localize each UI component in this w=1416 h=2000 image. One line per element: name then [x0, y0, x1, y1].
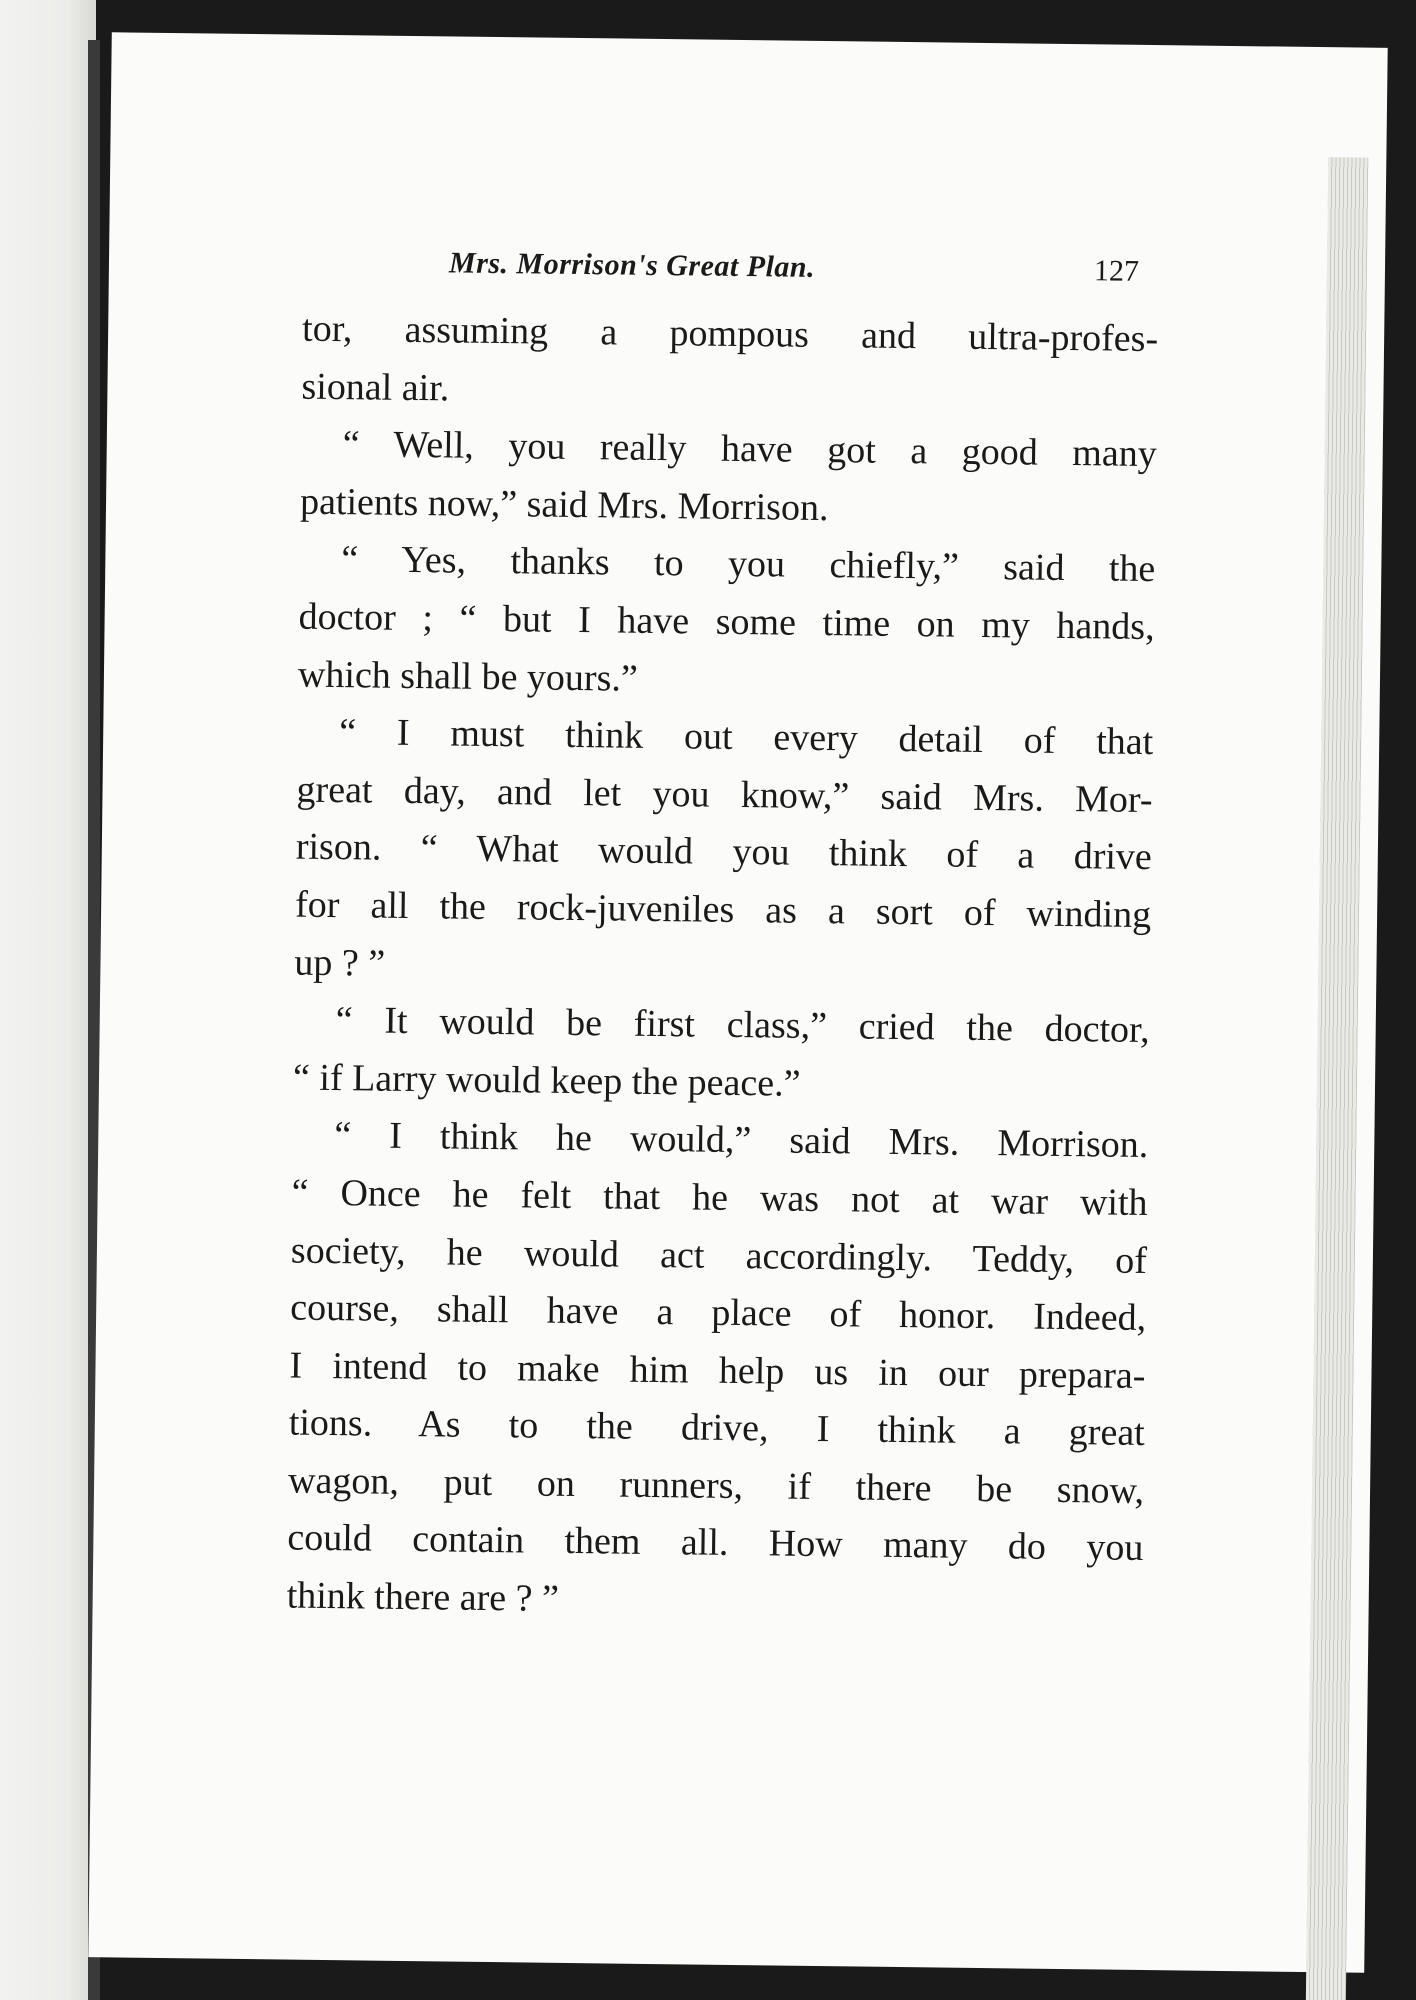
text-line: think there are ? ”: [286, 1574, 560, 1620]
text-line: up ? ”: [294, 941, 386, 985]
text-line: “ Once he felt that he was not at war with: [291, 1171, 1148, 1224]
text-line: doctor ; “ but I have some time on my hands,: [298, 595, 1155, 649]
text-line: for all the rock-juveniles as a sort of winding: [294, 883, 1152, 936]
running-head-title: Mrs. Morrison's Great Plan.: [448, 246, 816, 284]
text-line: I intend to make him help us in our prepara-: [289, 1344, 1146, 1397]
text-line: rison. “ What would you think of a drive: [295, 825, 1153, 879]
running-head: [303, 245, 1160, 311]
text-line: tions. As to the drive, I think a great: [288, 1401, 1146, 1455]
paragraph: [301, 301, 1158, 427]
text-line: “ It would be first class,” cried the doctor,: [335, 999, 1150, 1052]
paragraph: [294, 704, 1153, 1002]
text-line: “ Well, you really have got a good many: [342, 423, 1157, 476]
text-line: patients now,” said Mrs. Morrison.: [299, 480, 829, 529]
page-number: 127: [1093, 254, 1140, 288]
text-line: great day, and let you know,” said Mrs. Mor-: [296, 768, 1153, 821]
text-line: society, he would act accordingly. Teddy, of: [290, 1229, 1148, 1282]
text-line: “ I must think out every detail of that: [339, 711, 1154, 764]
previous-page-edge: [0, 0, 96, 2000]
text-block: [286, 245, 1159, 1636]
page-edges: [1305, 157, 1368, 2000]
text-line: “ if Larry would keep the peace.”: [292, 1056, 801, 1105]
text-line: “ Yes, thanks to you chiefly,” said the: [341, 538, 1156, 591]
text-line: “ I think he would,” said Mrs. Morrison.: [334, 1114, 1149, 1167]
paragraph: [300, 416, 1157, 542]
book-page: [88, 32, 1387, 1972]
text-line: course, shall have a place of honor. Indeed,: [289, 1286, 1147, 1340]
paragraph: [286, 1107, 1148, 1636]
text-line: tor, assuming a pompous and ultra-profes-: [301, 307, 1159, 361]
paragraph: [293, 992, 1150, 1118]
text-line: sional air.: [301, 365, 450, 410]
paragraph: [298, 531, 1156, 714]
text-line: could contain them all. How many do you: [287, 1517, 1144, 1570]
text-line: wagon, put on runners, if there be snow,: [287, 1459, 1145, 1512]
text-line: which shall be yours.”: [297, 653, 639, 700]
